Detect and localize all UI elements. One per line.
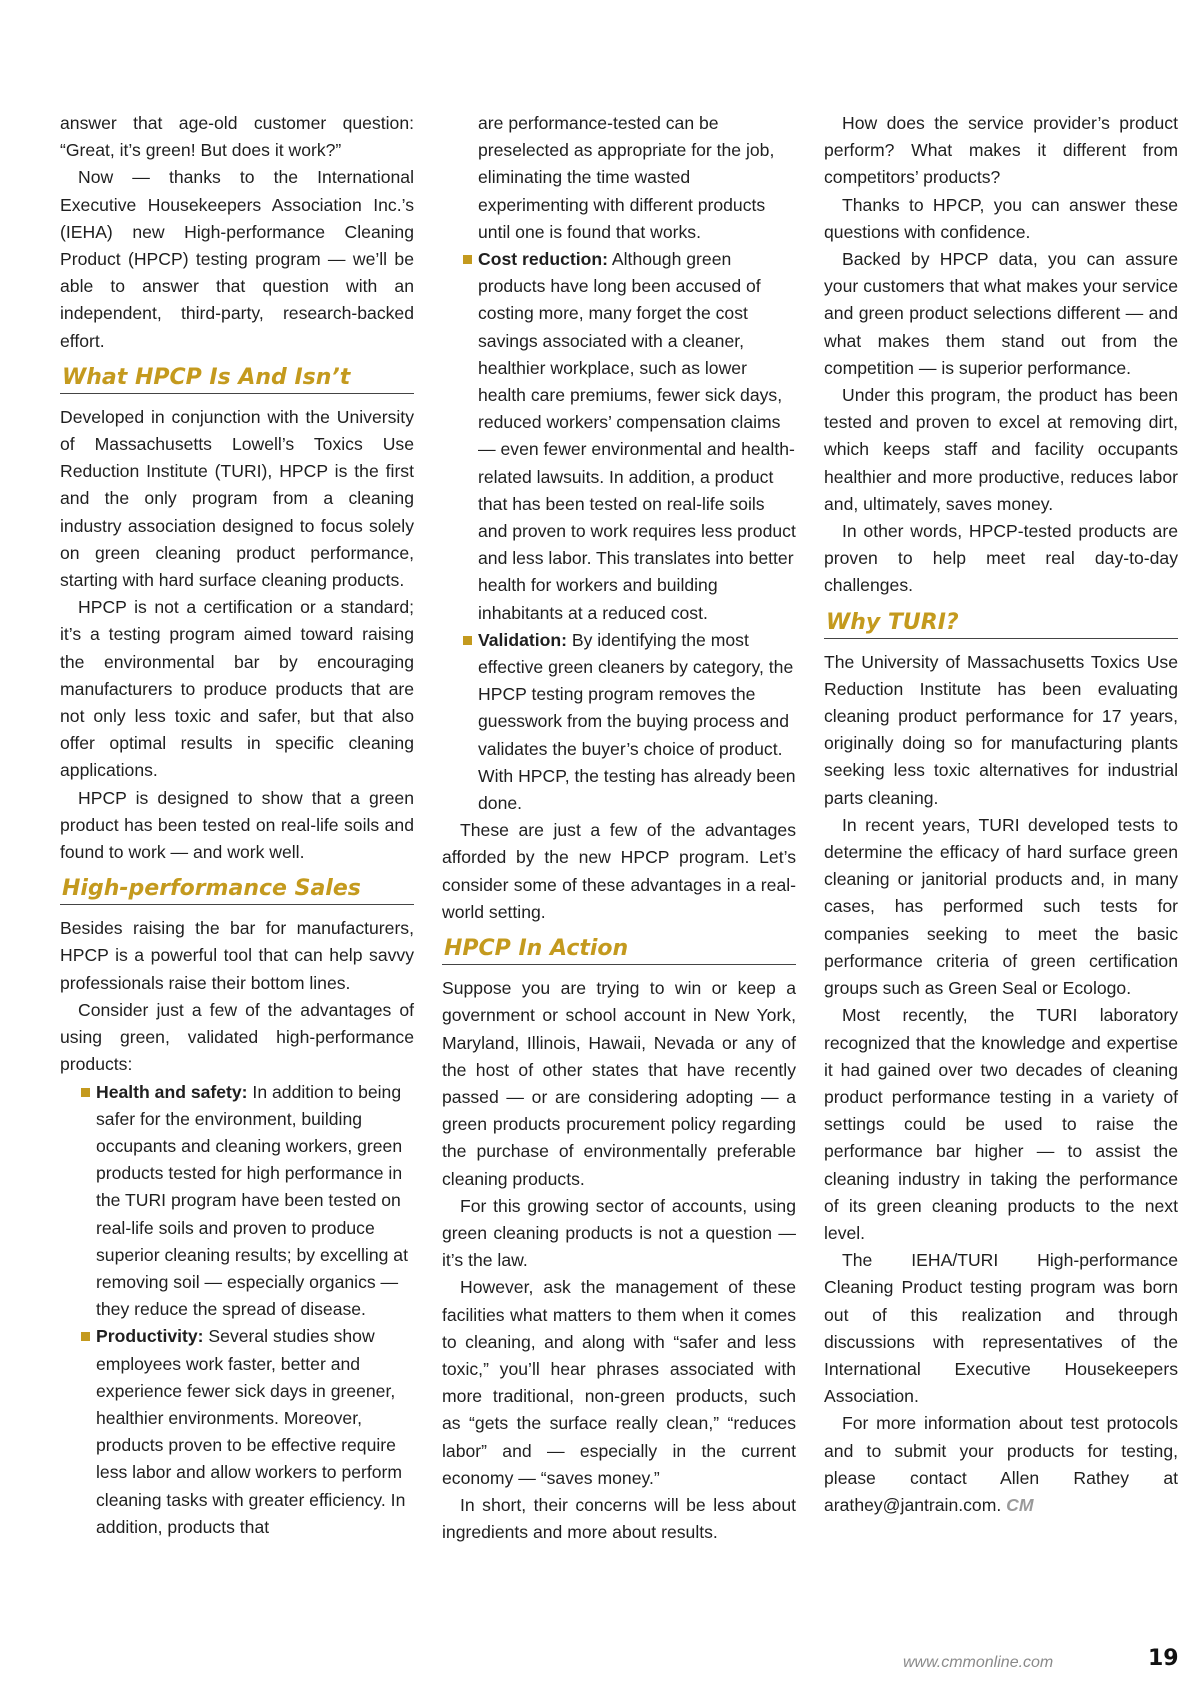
paragraph: How does the service provider’s product perform? What makes it different from competitors’ products?	[824, 113, 1178, 188]
paragraph: HPCP is not a certification or a standard; it’s a testing program aimed toward raising the environmental bar by encouraging manufacturers to produce products that are not only less toxic and safer, but that also offer optimal results in specific cleaning applications.	[60, 597, 414, 781]
footer-url[interactable]: www.cmmonline.com	[903, 1654, 1054, 1671]
paragraph	[824, 1410, 1178, 1519]
paragraph: HPCP is designed to show that a green product has been tested on real-life soils and found to work — and work well.	[60, 787, 414, 863]
paragraph: Suppose you are trying to win or keep a government or school account in New York, Maryland, Illinois, Hawaii, Nevada or any of the host of other states that have recently passed — or are considering adopting — a green products procurement policy regarding the purchase of environmentally preferable cleaning products.	[442, 978, 796, 1189]
paragraph: Backed by HPCP data, you can assure your customers that what makes your service and green product selections different — and what makes them stand out from the competition — is superior performance.	[824, 249, 1178, 378]
bullet-text: Although green products have long been accused of costing more, many forget the cost savings associated with a cleaner, healthier workplace, such as lower health care premiums, fewer sick days, reduced workers’ compensation claims — even fewer environmental and health-related lawsuits. In addition, a product that has been tested on real-life soils and proven to work requires less product and less labor. This translates into better health for workers and building inhabitants at a reduced cost.	[478, 249, 796, 623]
paragraph: These are just a few of the advantages afforded by the new HPCP program. Let’s consider some of these advantages in a real-world setting.	[442, 820, 796, 922]
bullet-label: Productivity:	[96, 1326, 204, 1347]
paragraph: answer that age-old customer question: “Great, it’s green! But does it work?”	[60, 113, 414, 161]
paragraph: Developed in conjunction with the University of Massachusetts Lowell’s Toxics Use Reduction Institute (TURI), HPCP is the first and the only program from a cleaning industry association designed to focus solely on green cleaning product performance, starting with hard surface cleaning products.	[60, 406, 414, 591]
paragraph: However, ask the management of these facilities what matters to them when it comes to cleaning, and along with “safer and less toxic,” you’ll hear phrases associated with more traditional, non-green products, such as “gets the surface really clean,” “reduces labor” and — especially in the current economy — “saves money.”	[442, 1277, 796, 1488]
section-heading: HPCP In Action	[442, 930, 796, 965]
paragraph: The University of Massachusetts Toxics Use Reduction Institute has been evaluating cleaning product performance for 17 years, originally doing so for manufacturing plants seeking less toxic alternatives for industrial parts cleaning.	[824, 651, 1178, 808]
paragraph: In other words, HPCP-tested products are proven to help meet real day-to-day challenges.	[824, 521, 1178, 596]
bullet-label: Validation:	[478, 629, 567, 650]
paragraph: Consider just a few of the advantages of using green, validated high-performance products:	[60, 999, 414, 1075]
section-heading: High-performance Sales	[60, 870, 414, 905]
paragraph: For this growing sector of accounts, using green cleaning products is not a question — it’s the law.	[442, 1195, 796, 1271]
paragraph: Under this program, the product has been tested and proven to excel at removing dirt, which keeps staff and facility occupants healthier and more productive, reduces labor and, ultimately, saves money.	[824, 385, 1178, 514]
paragraph: The IEHA/TURI High-performance Cleaning Product testing program was born out of this realization and through discussions with representatives of the International Executive Housekeepers Association.	[824, 1250, 1178, 1407]
paragraph: Besides raising the bar for manufacturers, HPCP is a powerful tool that can help savvy professionals raise their bottom lines.	[60, 918, 414, 993]
bullet-text: In addition to being safer for the environment, building occupants and cleaning workers, green products tested for high performance in the TURI program have been tested on real-life soils and proven to produce superior cleaning results; by excelling at removing soil — especially organics — they reduce the spread of disease.	[96, 1081, 408, 1320]
contact-text: For more information about test protocols and to submit your products for testing, please contact Allen Rathey at arathey@jantrain.com.	[824, 1413, 1178, 1515]
section-heading: Why TURI?	[824, 604, 1178, 639]
bullet-item	[96, 1079, 414, 1324]
paragraph: In recent years, TURI developed tests to determine the efficacy of hard surface green cleaning or janitorial products and, in many cases, has performed such tests for companies seeking to meet the basic performance criteria of green certification groups such as Green Seal or Ecologo.	[824, 814, 1178, 999]
bullet-square-icon	[463, 636, 472, 645]
bullet-label: Health and safety:	[96, 1081, 248, 1102]
paragraph: Thanks to HPCP, you can answer these questions with confidence.	[824, 194, 1178, 242]
bullet-item	[96, 1323, 414, 1541]
bullet-label: Cost reduction:	[478, 249, 608, 270]
bullet-item	[478, 246, 796, 627]
page-number: 19	[1148, 1646, 1179, 1671]
column-2	[442, 110, 796, 1546]
column-3	[824, 110, 1178, 1519]
bullet-square-icon	[81, 1088, 90, 1097]
bullet-item	[478, 627, 796, 817]
paragraph: Most recently, the TURI laboratory recognized that the knowledge and expertise it had gained over two decades of cleaning product performance testing in a variety of settings could be used to raise the performance bar higher — to assist the cleaning industry in taking the performance of its green cleaning products to the next level.	[824, 1005, 1178, 1243]
column-1	[60, 110, 414, 1541]
bullet-text: By identifying the most effective green cleaners by category, the HPCP testing program removes the guesswork from the buying process and validates the buyer’s choice of product. With HPCP, the testing has already been done.	[478, 629, 796, 814]
signature-mark: CM	[1006, 1494, 1034, 1515]
paragraph: Now — thanks to the International Executive Housekeepers Association Inc.’s (IEHA) new High-performance Cleaning Product (HPCP) testing program — we’ll be able to answer that question with an independent, third-party, research-backed effort.	[60, 167, 414, 351]
bullet-square-icon	[463, 255, 472, 264]
bullet-square-icon	[81, 1332, 90, 1341]
bullet-text: Several studies show employees work faster, better and experience fewer sick days in greener, healthier environments. Moreover, products proven to be effective require less labor and allow workers to perform cleaning tasks with greater efficiency. In addition, products that	[96, 1326, 406, 1537]
section-heading: What HPCP Is And Isn’t	[60, 359, 414, 394]
bullet-continuation: are performance-tested can be preselected as appropriate for the job, eliminating the time wasted experimenting with different products until one is found that works.	[478, 113, 775, 242]
paragraph: In short, their concerns will be less about ingredients and more about results.	[442, 1494, 796, 1543]
